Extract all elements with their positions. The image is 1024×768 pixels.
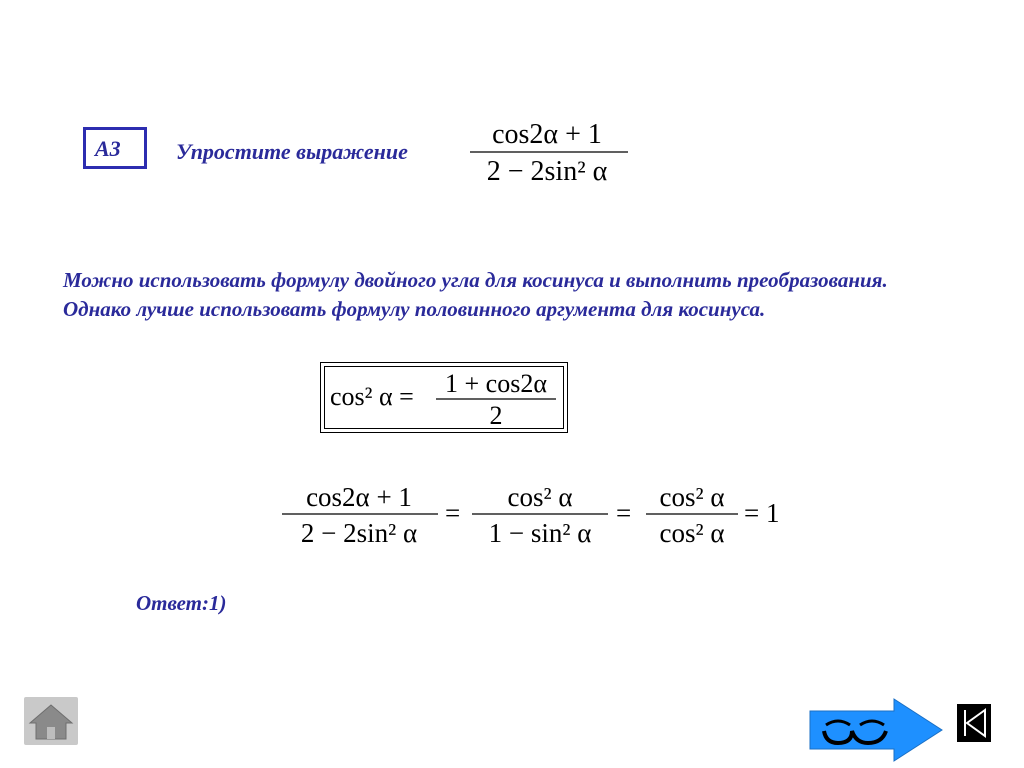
task-prompt: Упростите выражение <box>176 139 408 164</box>
arrow-right-icon <box>808 697 944 763</box>
equals-sign: = <box>616 498 632 528</box>
step1-denominator: 2 − 2sin² α <box>300 518 418 548</box>
task-expression <box>462 114 642 186</box>
solution-chain <box>276 478 796 550</box>
formula-lhs: cos² α = <box>330 382 414 411</box>
explanation-text: Можно использовать формулу двойного угла для косинуса и выполнить преобразования. Однако лучше использовать формулу половинного аргумента для косинуса. <box>63 268 888 321</box>
step2-denominator: 1 − sin² α <box>488 518 592 548</box>
formula-denominator: 2 <box>489 401 503 428</box>
step1-numerator: cos2α + 1 <box>306 482 412 512</box>
result: = 1 <box>744 498 780 528</box>
step3-denominator: cos² α <box>659 518 725 548</box>
equals-sign: = <box>445 498 461 528</box>
next-slide-button[interactable] <box>808 697 944 763</box>
step2-numerator: cos² α <box>507 482 573 512</box>
step3-numerator: cos² α <box>659 482 725 512</box>
skip-to-start-button[interactable] <box>957 704 991 742</box>
task-expression-numerator: cos2α + 1 <box>492 119 602 150</box>
task-expression-denominator: 2 − 2sin² α <box>486 156 608 186</box>
half-angle-formula <box>326 368 562 428</box>
task-number: A3 <box>95 136 121 161</box>
skip-to-start-icon <box>957 704 991 742</box>
home-icon <box>24 697 78 745</box>
home-button[interactable] <box>24 697 78 745</box>
formula-numerator: 1 + cos2α <box>445 369 547 398</box>
answer-text: Ответ:1) <box>136 591 227 615</box>
